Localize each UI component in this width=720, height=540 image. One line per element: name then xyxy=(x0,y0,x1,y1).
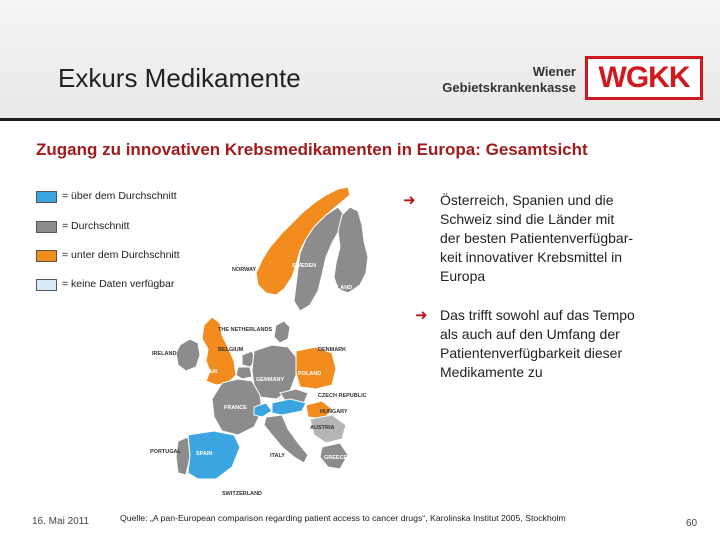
footer-source: Quelle: „A pan-European comparison regarding patient access to cancer drugs“, Karolinska Institut 2005, Stockholm xyxy=(120,513,566,523)
legend-label: = unter dem Durchschnitt xyxy=(62,249,180,261)
legend-swatch xyxy=(36,221,57,233)
country-ireland xyxy=(176,339,200,371)
label-austria: AUSTRIA xyxy=(310,425,335,431)
label-italy: ITALY xyxy=(270,453,285,459)
brand-name xyxy=(440,64,576,96)
label-belgium: BELGIUM xyxy=(218,347,244,353)
country-portugal xyxy=(176,437,190,475)
country-denmark xyxy=(274,321,290,343)
legend-label: = über dem Durchschnitt xyxy=(62,190,177,202)
bullet-1-line: keit innovativer Krebsmittel in xyxy=(440,249,623,265)
label-denmark: DENMARK xyxy=(318,347,347,353)
country-poland xyxy=(296,347,336,389)
label-finland: FINLAND xyxy=(328,285,353,291)
label-norway: NORWAY xyxy=(232,267,257,273)
country-austria xyxy=(272,399,306,415)
bullet-1-line: Schweiz sind die Länder mit xyxy=(440,211,615,227)
label-netherlands: THE NETHERLANDS xyxy=(218,327,273,333)
wgkk-logo xyxy=(585,56,703,100)
label-uk: UK xyxy=(210,369,218,375)
bullet-2-line: Medikamente zu xyxy=(440,364,543,380)
label-poland: POLAND xyxy=(298,371,322,377)
slide-subtitle: Zugang zu innovativen Krebsmedikamenten in Europa: Gesamtsicht xyxy=(36,140,588,159)
bullet-2-line: als auch auf den Umfang der xyxy=(440,326,620,342)
bullet-2-line: Das trifft sowohl auf das Tempo xyxy=(440,307,635,323)
label-sweden: SWEDEN xyxy=(292,263,317,269)
label-ireland: IRELAND xyxy=(152,351,177,357)
brand-line-2: Gebietskrankenkasse xyxy=(442,80,576,95)
legend-swatch xyxy=(36,250,57,262)
label-portugal: PORTUGAL xyxy=(150,449,181,455)
label-greece: GREECE xyxy=(324,455,348,461)
header-divider xyxy=(0,118,720,121)
label-germany: GERMANY xyxy=(256,377,285,383)
label-spain: SPAIN xyxy=(196,451,213,457)
brand-line-1: Wiener xyxy=(532,64,576,79)
bullet-1-line: Österreich, Spanien und die xyxy=(440,192,614,208)
bullet-1-line: Europa xyxy=(440,268,486,284)
label-czech: CZECH REPUBLIC xyxy=(318,393,367,399)
arrow-bullet-icon: ➜ xyxy=(403,192,416,209)
logo-text: WGKK xyxy=(598,61,690,94)
legend-swatch xyxy=(36,191,57,203)
country-belgium xyxy=(236,367,252,379)
bullet-2-line: Patientenverfügbarkeit dieser xyxy=(440,345,623,361)
label-switzerland: SWITZERLAND xyxy=(222,491,263,497)
europe-map xyxy=(150,185,390,500)
slide-title: Exkurs Medikamente xyxy=(58,63,301,93)
label-hungary: HUNGARY xyxy=(320,409,348,415)
page-number: 60 xyxy=(686,518,698,529)
legend-label: = keine Daten verfügbar xyxy=(62,278,175,290)
bullet-1-line: der besten Patientenverfügbar- xyxy=(440,230,634,246)
bullet-1 xyxy=(440,191,633,286)
legend-swatch xyxy=(36,279,57,291)
footer-date: 16. Mai 2011 xyxy=(32,516,90,527)
arrow-bullet-icon: ➜ xyxy=(415,307,428,324)
bullet-2 xyxy=(440,306,635,382)
label-france: FRANCE xyxy=(224,405,247,411)
legend-label: = Durchschnitt xyxy=(62,220,130,232)
